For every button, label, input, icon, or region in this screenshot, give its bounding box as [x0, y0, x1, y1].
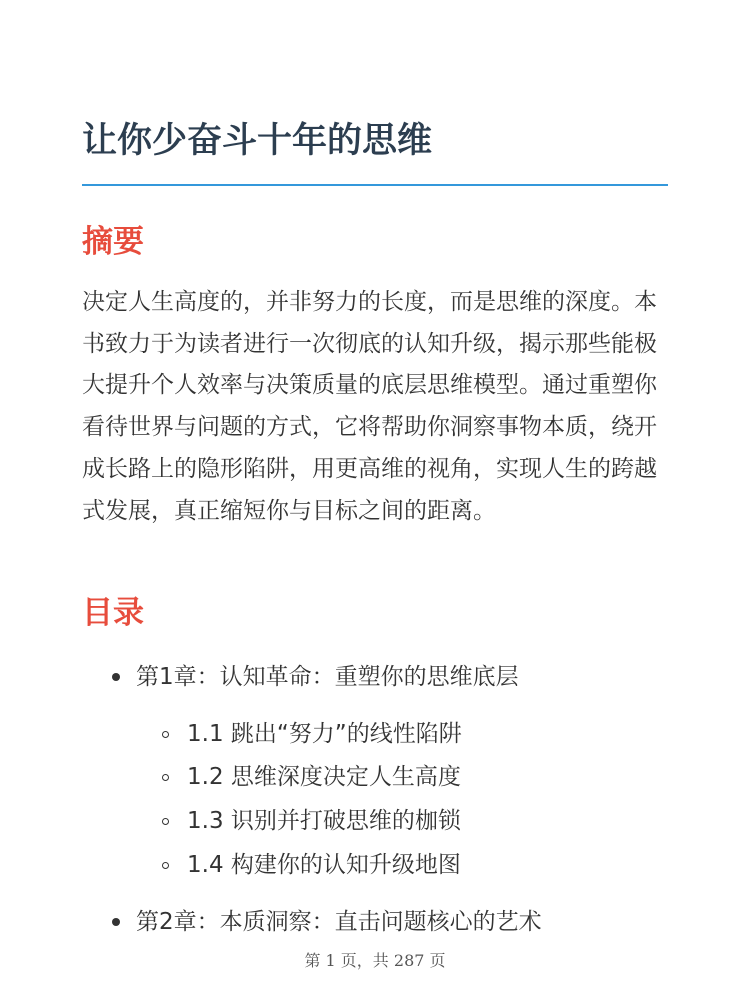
- abstract-heading: 摘要: [82, 224, 144, 260]
- document-title: 让你少奋斗十年的思维: [82, 121, 433, 161]
- toc-chapter-label: 第2章：本质洞察：直击问题核心的艺术: [136, 909, 542, 935]
- toc-section-1-2[interactable]: [162, 757, 461, 797]
- toc-section-label: 1.1 跳出“努力”的线性陷阱: [187, 721, 462, 747]
- toc-section-label: 1.4 构建你的认知升级地图: [187, 852, 461, 878]
- bullet-circle-icon: [162, 731, 169, 738]
- bullet-disc-icon: [112, 673, 120, 681]
- bullet-circle-icon: [162, 818, 169, 825]
- toc-section-label: 1.3 识别并打破思维的枷锁: [187, 808, 461, 834]
- bullet-circle-icon: [162, 862, 169, 869]
- title-divider: [82, 184, 668, 186]
- toc-section-1-3[interactable]: [162, 801, 461, 841]
- toc-section-1-1[interactable]: [162, 714, 462, 754]
- toc-heading: 目录: [82, 595, 144, 631]
- toc-chapter-1[interactable]: [112, 657, 519, 697]
- page-number-footer: 第 1 页，共 287 页: [304, 951, 446, 970]
- toc-chapter-label: 第1章：认知革命：重塑你的思维底层: [136, 664, 519, 690]
- bullet-disc-icon: [112, 918, 120, 926]
- abstract-text: 决定人生高度的，并非努力的长度，而是思维的深度。本书致力于为读者进行一次彻底的认知升级，揭示那些能极大提升个人效率与决策质量的底层思维模型。通过重塑你看待世界与问题的方式，它将帮助你洞察事物本质，绕开成长路上的隐形陷阱，用更高维的视角，实现人生的跨越式发展，真正缩短你与目标之间的距离。: [82, 289, 657, 524]
- bullet-circle-icon: [162, 774, 169, 781]
- toc-chapter-2[interactable]: [112, 902, 542, 942]
- toc-section-1-4[interactable]: [162, 845, 461, 885]
- toc-section-label: 1.2 思维深度决定人生高度: [187, 764, 461, 790]
